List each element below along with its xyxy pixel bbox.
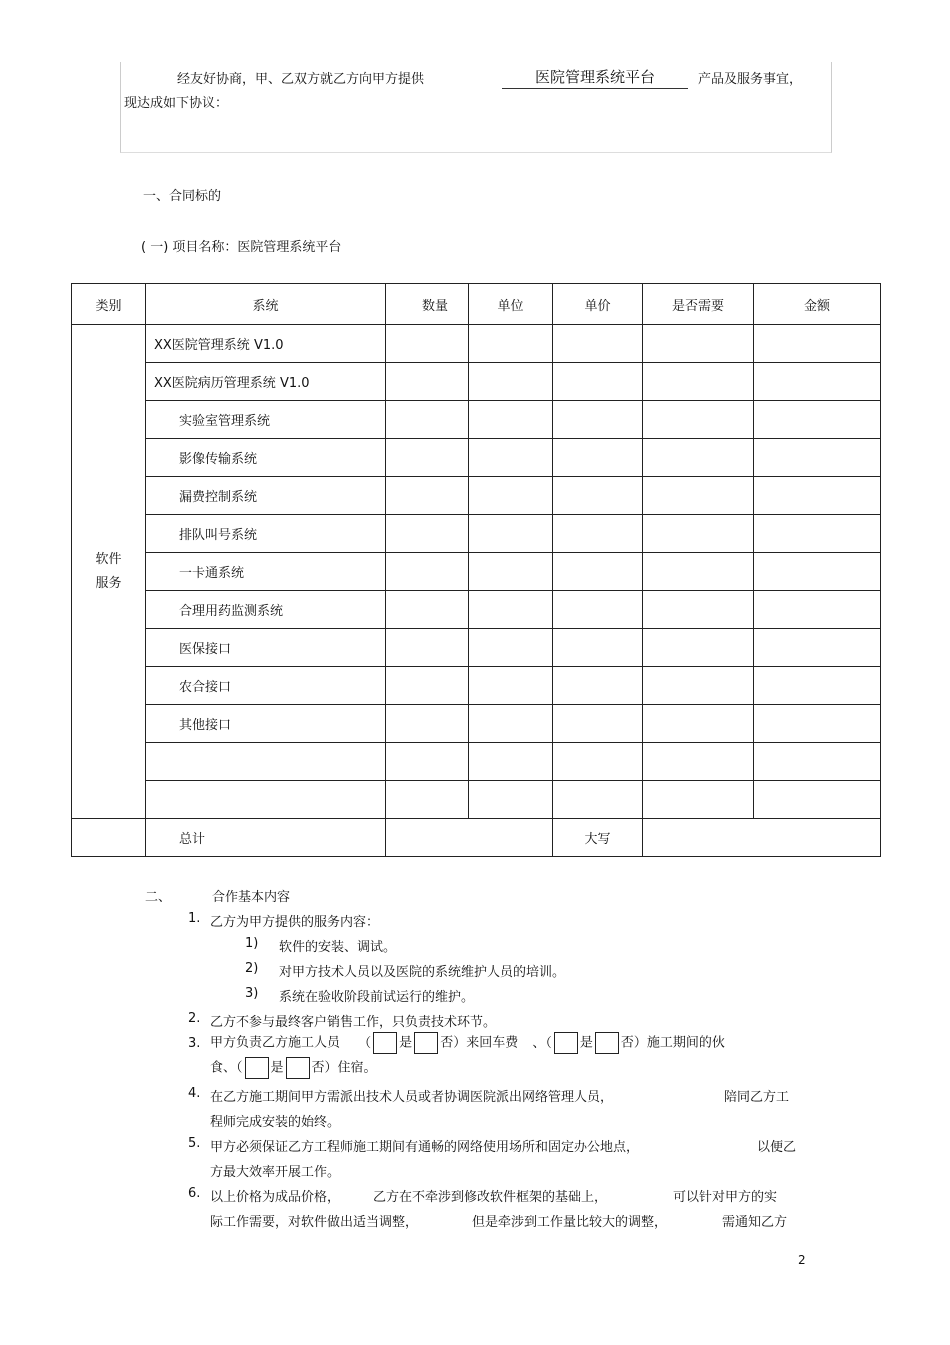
header-unit: 单位 — [469, 284, 553, 325]
total-row — [72, 819, 881, 857]
lodging-no-checkbox[interactable] — [286, 1057, 310, 1079]
no-label: 否 — [311, 1060, 325, 1076]
total-label: 总计 — [146, 819, 386, 857]
item3-text-c: 、（ — [532, 1035, 552, 1051]
meals-yes-checkbox[interactable] — [554, 1032, 578, 1054]
table-row — [72, 743, 881, 781]
sub1-text: 软件的安装、调试。 — [279, 940, 397, 955]
yes-label: 是 — [399, 1035, 413, 1051]
table-row — [72, 591, 881, 629]
item3-line2 — [210, 1057, 377, 1080]
system-name: 一卡通系统 — [146, 553, 386, 591]
item4-num: 4. — [188, 1086, 201, 1101]
item5-text2: 以便乙 — [757, 1140, 797, 1155]
capital-label: 大写 — [553, 819, 643, 857]
section2-heading: 合作基本内容 — [212, 890, 291, 905]
yes-label: 是 — [579, 1035, 593, 1051]
no-label: 否 — [440, 1035, 454, 1051]
header-category: 类别 — [72, 284, 146, 325]
travel-no-checkbox[interactable] — [414, 1032, 438, 1054]
section2-heading-num: 二、 — [145, 890, 172, 905]
item3-text-e: 食、（ — [210, 1060, 243, 1076]
item3-line1 — [210, 1032, 725, 1055]
item6-text2: 乙方在不牵涉到修改软件框架的基础上， — [373, 1190, 608, 1205]
item3-text-b: ）来回车费 — [453, 1035, 519, 1051]
system-name — [146, 743, 386, 781]
sub3-num: 3) — [245, 986, 259, 1001]
no-label: 否 — [620, 1035, 634, 1051]
system-name: XX医院管理系统 V1.0 — [146, 325, 386, 363]
sub1-num: 1) — [245, 936, 259, 951]
table-row — [72, 629, 881, 667]
category-line-1: 软件 — [95, 551, 122, 567]
item2-num: 2. — [188, 1011, 201, 1026]
page-number: 2 — [798, 1253, 806, 1267]
item4-text2: 陪同乙方工 — [724, 1090, 790, 1105]
item1-text: 乙方为甲方提供的服务内容： — [210, 915, 380, 930]
intro-text-before: 经友好协商，甲、乙双方就乙方向甲方提供 — [177, 72, 425, 87]
section1-heading: 一、合同标的 — [143, 189, 222, 204]
table-row — [72, 325, 881, 363]
system-name: 排队叫号系统 — [146, 515, 386, 553]
system-name: 实验室管理系统 — [146, 401, 386, 439]
intro-line2: 现达成如下协议： — [124, 96, 229, 111]
header-system: 系统 — [146, 284, 386, 325]
item3-text-d: ）施工期间的伙 — [633, 1035, 725, 1051]
item5-num: 5. — [188, 1136, 201, 1151]
table-row — [72, 363, 881, 401]
item4-text1: 在乙方施工期间甲方需派出技术人员或者协调医院派出网络管理人员， — [210, 1090, 614, 1105]
travel-yes-checkbox[interactable] — [373, 1032, 397, 1054]
table-row — [72, 401, 881, 439]
table-row — [72, 477, 881, 515]
system-name: 漏费控制系统 — [146, 477, 386, 515]
system-name: 医保接口 — [146, 629, 386, 667]
table-row — [72, 515, 881, 553]
item3-text-a: 甲方负责乙方施工人员 — [210, 1035, 341, 1051]
item3-text-f: ）住宿。 — [324, 1060, 377, 1076]
yes-label: 是 — [270, 1060, 284, 1076]
header-required: 是否需要 — [643, 284, 754, 325]
header-unit-price: 单价 — [553, 284, 643, 325]
item4-text3: 程师完成安装的始终。 — [210, 1115, 341, 1130]
section1-subheading: ( 一) 项目名称：医院管理系统平台 — [141, 240, 342, 255]
intro-text-after: 产品及服务事宜， — [698, 72, 803, 87]
items-table — [71, 283, 881, 857]
item3-num: 3. — [188, 1036, 201, 1051]
header-amount: 金额 — [754, 284, 881, 325]
sub3-text: 系统在验收阶段前试运行的维护。 — [279, 990, 475, 1005]
table-row — [72, 553, 881, 591]
item6-text1: 以上价格为成品价格， — [210, 1190, 341, 1205]
table-row — [72, 439, 881, 477]
system-name: 农合接口 — [146, 667, 386, 705]
capital-value-cell — [643, 819, 881, 857]
table-row — [72, 667, 881, 705]
system-name: XX医院病历管理系统 V1.0 — [146, 363, 386, 401]
item6-text4: 际工作需要，对软件做出适当调整， — [210, 1215, 419, 1230]
system-name: 其他接口 — [146, 705, 386, 743]
header-quantity: 数量 — [386, 284, 469, 325]
item6-text5: 但是牵涉到工作量比较大的调整， — [472, 1215, 668, 1230]
table-row — [72, 781, 881, 819]
sub2-num: 2) — [245, 961, 259, 976]
meals-no-checkbox[interactable] — [595, 1032, 619, 1054]
category-cell — [72, 325, 146, 819]
item5-text3: 方最大效率开展工作。 — [210, 1165, 341, 1180]
system-name: 合理用药监测系统 — [146, 591, 386, 629]
lodging-yes-checkbox[interactable] — [245, 1057, 269, 1079]
category-line-2: 服务 — [95, 575, 122, 591]
table-header-row — [72, 284, 881, 325]
platform-name-field: 医院管理系统平台 — [502, 66, 688, 89]
table-row — [72, 705, 881, 743]
sub2-text: 对甲方技术人员以及医院的系统维护人员的培训。 — [279, 965, 566, 980]
item5-text1: 甲方必须保证乙方工程师施工期间有通畅的网络使用场所和固定办公地点， — [210, 1140, 640, 1155]
item1-num: 1. — [188, 911, 201, 926]
item6-text3: 可以针对甲方的实 — [673, 1190, 778, 1205]
item2-text: 乙方不参与最终客户销售工作，只负责技术环节。 — [210, 1015, 497, 1030]
item6-num: 6. — [188, 1186, 201, 1201]
total-value-cell — [386, 819, 553, 857]
system-name: 影像传输系统 — [146, 439, 386, 477]
system-name — [146, 781, 386, 819]
item3-paren-open: （ — [358, 1035, 372, 1051]
item6-text6: 需通知乙方 — [722, 1215, 788, 1230]
